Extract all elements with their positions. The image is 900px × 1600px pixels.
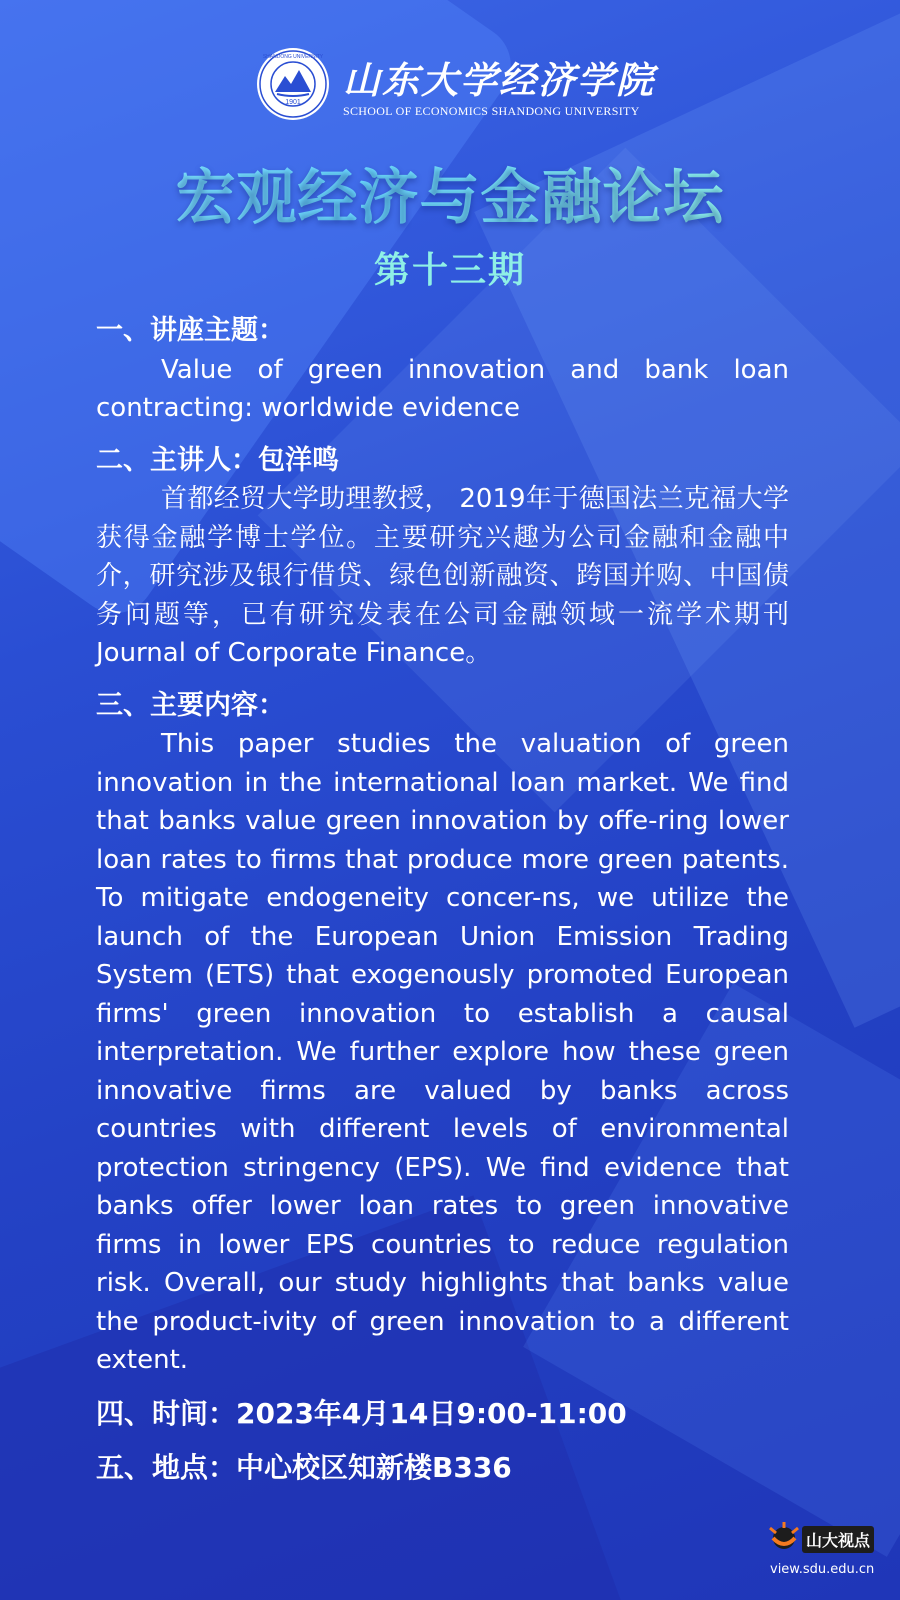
- content-heading: 三、主要内容：: [96, 689, 285, 721]
- university-seal-icon: [255, 46, 331, 122]
- seal-year: 1901: [285, 99, 301, 106]
- abstract-text: This paper studies the valuation of green innovation in the international loan market. We find that banks value green innovation by offe-ring lower loan rates to firms that produce more green patents. To mitigate endogeneity concer-ns, we utilize the launch of the European Union Emission Trading System (ETS) that exogenously promoted European firms' green innovation to establish a causal interpretation. We further explore how these green innovative firms are valued by banks across countries with different levels of environmental protection stringency (EPS). We find evidence that banks offer lower loan rates to green innovative firms in lower EPS countries to reduce regulation risk. Overall, our study highlights that banks value the product-ivity of green innovation to a different extent.: [96, 729, 789, 1375]
- event-time: 四、时间：2023年4月14日9:00-11:00: [96, 1396, 627, 1430]
- speaker-heading: 二、主讲人：包洋鸣: [96, 444, 339, 476]
- sdu-watermark: [764, 1518, 884, 1588]
- shanda-shidian-logo-icon: [766, 1520, 802, 1556]
- watermark-url: view.sdu.edu.cn: [770, 1562, 875, 1577]
- topic-heading: 一、讲座主题：: [96, 315, 285, 346]
- school-header: [255, 46, 655, 122]
- issue-number: 第十三期: [373, 250, 526, 291]
- announcement-content: [96, 312, 789, 1488]
- speaker-bio: 首都经贸大学助理教授， 2019年于德国法兰克福大学获得金融学博士学位。主要研究兴趣为公司金融和金融中介，研究涉及银行借贷、绿色创新融资、跨国并购、中国债务问题等，已有研究发表在公司金融领域一流学术期刊Journal of Corporate Finance。: [96, 484, 789, 668]
- school-name-cn: 山东大学经济学院: [343, 58, 655, 102]
- forum-title: 宏观经济与金融论坛: [0, 150, 900, 236]
- school-name-en: SCHOOL OF ECONOMICS SHANDONG UNIVERSITY: [343, 104, 640, 118]
- watermark-name: 山大视点: [802, 1526, 874, 1553]
- seal-name: SHANDONG UNIVERSITY: [262, 54, 324, 60]
- topic-text: Value of green innovation and bank loan contracting: worldwide evidence: [96, 354, 789, 423]
- event-location: 五、地点：中心校区知新楼B336: [96, 1450, 512, 1484]
